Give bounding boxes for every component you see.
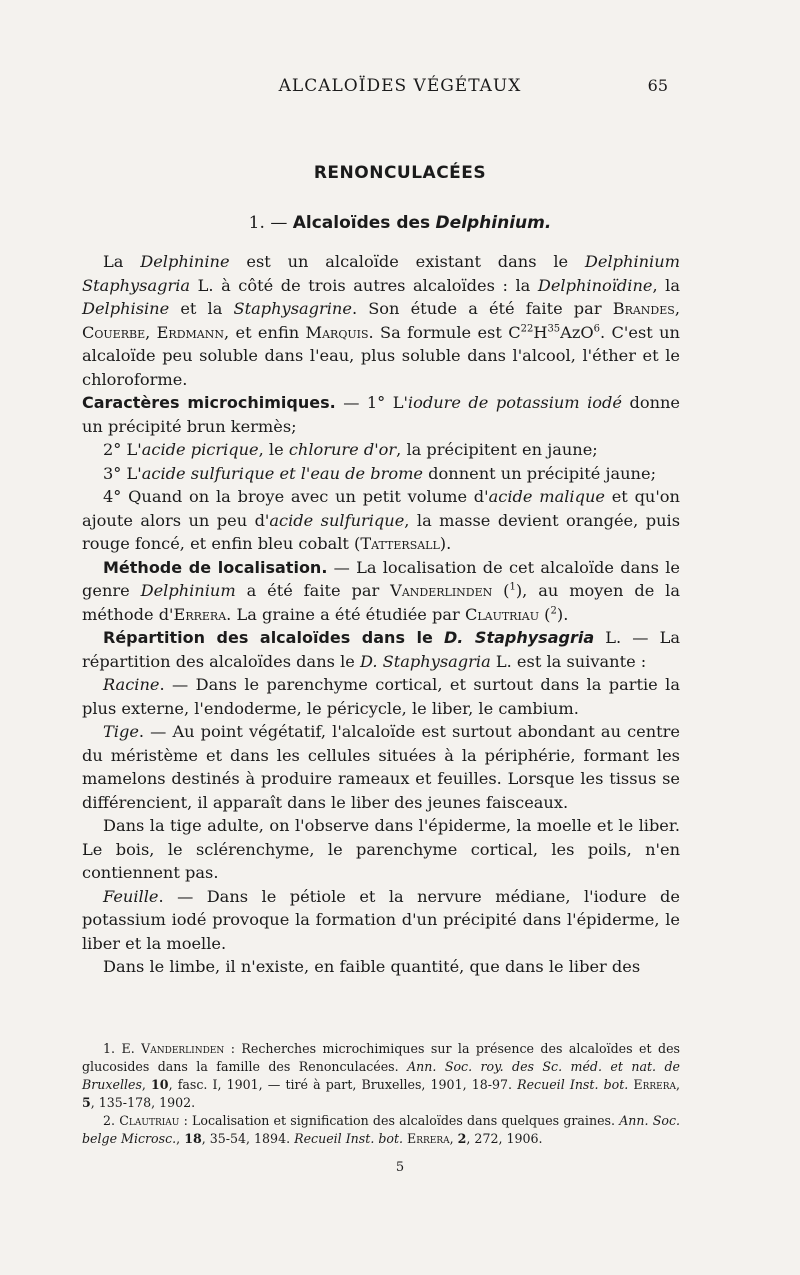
text-run: , [449, 1131, 458, 1146]
text-run: — La localisation de cet alcaloïde dans le genre [82, 557, 680, 600]
text-run: . Son étude a été faite par [351, 299, 613, 318]
text-run: . — Au point végétatif, l'alcaloïde est surtout abondant au centre du méristème et dans les cellules situées à la périphérie, formant les mamelons destinés à produire rameaux et feuilles. Lorsque les tissus se différencient, il apparaît dans le liber des jeunes faisceaux. [82, 722, 680, 812]
text-run: 4° Quand on la broye avec un petit volume d' [103, 487, 489, 506]
italic-run: Recueil Inst. bot. [517, 1077, 629, 1092]
italic-run: chlorure d'or [288, 440, 397, 459]
paragraph-stem [82, 720, 680, 814]
body-text [82, 250, 680, 979]
text-run: : Localisation et signification des alcaloïdes dans quelques graines. [179, 1113, 620, 1128]
text-run: est un alcaloïde existant dans le [229, 252, 585, 271]
text-run: , et enfin [224, 322, 306, 342]
paragraph-root [82, 673, 680, 720]
text-run: H [533, 322, 548, 342]
text-run: , [145, 322, 157, 342]
paragraph-heading: Caractères microchimiques. [82, 393, 336, 412]
text-run: , [674, 299, 680, 318]
text-run: , [676, 1077, 681, 1092]
text-run: , la [652, 275, 680, 295]
text-run: Dans le limbe, il n'existe, en faible quantité, que dans le liber des [103, 957, 641, 976]
paragraph-microchemical [82, 391, 680, 438]
paragraph-reaction-3 [82, 462, 680, 486]
italic-run: D. Staphysagria [359, 651, 491, 671]
italic-run: acide sulfurique [269, 510, 405, 530]
italic-run: Delphisine [82, 299, 170, 318]
footnote-2 [82, 1112, 680, 1148]
author-name: Brandes [612, 299, 675, 318]
italic-run: Delphinium Staphysagria [82, 252, 680, 295]
text-run: ( [539, 604, 551, 624]
text-run: La [103, 252, 141, 271]
author-name: Marquis [305, 322, 369, 342]
author-name: Errera [173, 604, 227, 624]
author-name: Clautriau [464, 604, 540, 624]
text-run: ). [439, 534, 452, 553]
subsection-genus: Delphinium. [435, 213, 552, 233]
italic-run: Delphinoïdine [537, 275, 653, 295]
formula-superscript: 6 [593, 323, 601, 335]
italic-run: acide picrique [141, 440, 259, 459]
text-run: AzO [560, 322, 594, 342]
text-run: . — Dans le parenchyme cortical, et surtout dans la partie la plus externe, l'endoderme, le péricycle, le liber, le cambium. [82, 675, 680, 718]
author-name: Tattersall [360, 534, 440, 553]
paragraph-delphinine [82, 250, 680, 391]
text-run: . Sa formule est C [368, 322, 521, 342]
text-run: et qu'on ajoute alors un peu d' [82, 487, 680, 530]
subsection-text: Alcaloïdes des [292, 213, 431, 233]
formula-superscript: 22 [520, 323, 534, 335]
page-number: 65 [647, 76, 668, 95]
text-run: , la précipitent en jaune; [396, 440, 598, 459]
footnote-number: 2. [103, 1113, 116, 1128]
text-run: L. est la suivante : [490, 651, 647, 671]
text-run: — 1° L' [335, 393, 408, 412]
formula-superscript: 35 [547, 323, 561, 335]
paragraph-leaf [82, 885, 680, 956]
paragraph-heading-species: D. Staphysagria [444, 628, 595, 647]
text-run: , fasc. I, 1901, — tiré à part, Bruxelles, 1901, 18-97. [168, 1077, 518, 1092]
volume-number: 5 [82, 1095, 91, 1110]
footnote-ref[interactable]: 1 [509, 581, 516, 593]
text-run: , [176, 1131, 185, 1146]
italic-run: Ann. Soc. roy. des Sc. méd. et nat. de Bruxelles [82, 1059, 680, 1092]
text-run: donne un précipité brun kermès; [82, 393, 681, 436]
paragraph-reaction-2 [82, 438, 680, 462]
italic-run: Ann. Soc. belge Microsc. [82, 1113, 680, 1146]
paragraph-reaction-4 [82, 485, 680, 556]
volume-number: 18 [184, 1131, 202, 1146]
text-run: ). [556, 604, 569, 624]
author-name: Couerbe [82, 322, 146, 342]
text-run: Dans la tige adulte, on l'observe dans l'épiderme, la moelle et le liber. Le bois, le sclérenchyme, le parenchyme cortical, les poils, n'en contiennent pas. [82, 816, 680, 882]
text-run: L. — La répartition des alcaloïdes dans le [82, 628, 681, 671]
italic-run: Recueil Inst. bot. [294, 1131, 404, 1146]
running-title: ALCALOÏDES VÉGÉTAUX [278, 76, 522, 96]
subsection-dash: — [270, 213, 288, 233]
volume-number: 10 [151, 1077, 169, 1092]
text-run: , 35-54, 1894. [201, 1131, 295, 1146]
text-run: et la [169, 299, 234, 318]
text-run: ), au moyen de la méthode d' [82, 581, 680, 624]
text-run: 3° L' [103, 463, 142, 483]
italic-run: Delphinine [140, 252, 230, 271]
author-name: Errera [407, 1131, 450, 1146]
text-run: , la masse devient orangée, puis rouge foncé, et enfin bleu cobalt ( [82, 510, 680, 553]
text-run: . C'est un alcaloïde peu soluble dans l'eau, plus soluble dans l'alcool, l'éther et le chloroforme. [82, 322, 680, 389]
text-run: , 135-178, 1902. [90, 1095, 196, 1110]
footnotes [82, 1040, 680, 1148]
author-name: Clautriau [119, 1113, 180, 1128]
author-name: Errera [633, 1077, 676, 1092]
italic-run: Delphinium [140, 581, 236, 600]
author-name: Vanderlinden [390, 581, 493, 600]
running-head [0, 76, 800, 98]
text-run: 2° L' [103, 440, 142, 459]
italic-run: acide sulfurique et l'eau de brome [141, 463, 424, 483]
signature-mark: 5 [395, 1160, 405, 1175]
subsection-number: 1. [248, 213, 265, 233]
text-run: , le [258, 440, 289, 459]
text-run: L. à côté de trois autres alcaloïdes : la [190, 275, 538, 295]
footnote-1 [82, 1040, 680, 1112]
italic-run: Feuille [103, 886, 159, 906]
paragraph-distribution [82, 626, 680, 673]
paragraph-heading: Méthode de localisation. [103, 557, 328, 577]
paragraph-localisation-method [82, 556, 680, 627]
italic-run: Staphysagrine [233, 299, 352, 318]
paragraph-adult-stem [82, 814, 680, 885]
text-run: . — Dans le pétiole et la nervure médiane, l'iodure de potassium iodé provoque la formation d'un précipité dans l'épiderme, le liber et la moelle. [82, 886, 680, 953]
text-run: , 272, 1906. [466, 1131, 543, 1146]
section-title: RENONCULACÉES [313, 163, 487, 183]
paragraph-limb [82, 955, 680, 979]
text-run: , [141, 1077, 152, 1092]
italic-run: acide malique [488, 487, 605, 506]
author-name: E. Vanderlinden [121, 1041, 225, 1056]
text-run: a été faite par [235, 581, 391, 600]
paragraph-heading: Répartition des alcaloïdes dans le [103, 628, 433, 647]
author-name: Erdmann [156, 322, 224, 342]
italic-run: Tige [103, 722, 139, 741]
text-run: donnent un précipité jaune; [423, 463, 657, 483]
text-run: ( [492, 581, 510, 600]
italic-run: Racine [103, 675, 160, 694]
volume-number: 2 [457, 1131, 467, 1146]
text-run: : Recherches microchimiques sur la présence des alcaloïdes et des glucosides dans la famille des Renonculacées. [82, 1041, 680, 1074]
subsection-title [0, 213, 800, 233]
footnote-ref[interactable]: 2 [550, 605, 557, 617]
text-run: . La graine a été étudiée par [226, 604, 465, 624]
italic-run: iodure de potassium iodé [407, 393, 622, 412]
footnote-number: 1. [103, 1041, 116, 1056]
